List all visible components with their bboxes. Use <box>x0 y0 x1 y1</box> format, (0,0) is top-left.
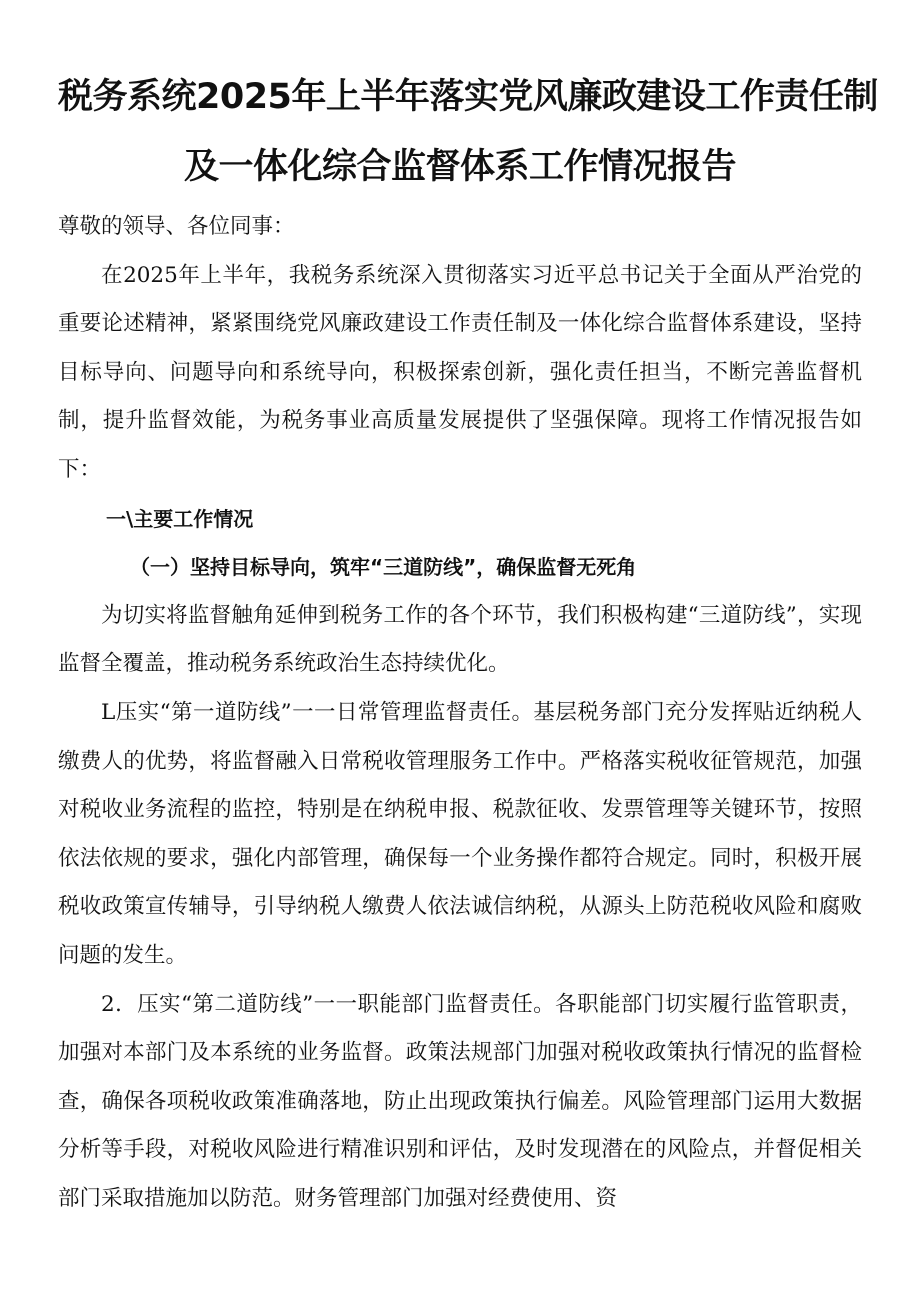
list-item-first-defense: L压实“第一道防线”一一日常管理监督责任。基层税务部门充分发挥贴近纳税人缴费人的优势，将监督融入日常税收管理服务工作中。严格落实税收征管规范，加强对税收业务流程的监控，特别是在纳税申报、税款征收、发票管理等关键环节，按照依法依规的要求，强化内部管理，确保每一个业务操作都符合规定。同时，积极开展税收政策宣传辅导，引导纳税人缴费人依法诚信纳税，从源头上防范税收风险和腐败问题的发生。 <box>58 699 862 968</box>
subsection-heading-1: （一）坚持目标导向，筑牢“三道防线”，确保监督无死角 <box>130 555 637 580</box>
title-line-1: 税务系统2025年上半年落实党风廉政建设工作责任制 <box>58 77 878 117</box>
title-line-2: 及一体化综合监督体系工作情况报告 <box>183 147 736 187</box>
section-heading-main-work: 一\主要工作情况 <box>106 506 254 531</box>
salutation: 尊敬的领导、各位同事： <box>58 214 295 239</box>
intro-paragraph: 在2025年上半年，我税务系统深入贯彻落实习近平总书记关于全面从严治党的重要论述精神，紧紧围绕党风廉政建设工作责任制及一体化综合监督体系建设，坚持目标导向、问题导向和系统导向，积极探索创新，强化责任担当，不断完善监督机制，提升监督效能，为税务事业高质量发展提供了坚强保障。现将工作情况报告如下： <box>58 262 862 482</box>
list-item-second-defense: 2．压实“第二道防线”一一职能部门监督责任。各职能部门切实履行监管职责，加强对本部门及本系统的业务监督。政策法规部门加强对税收政策执行情况的监督检查，确保各项税收政策准确落地，防止出现政策执行偏差。风险管理部门运用大数据分析等手段，对税收风险进行精准识别和评估，及时发现潜在的风险点，并督促相关部门采取措施加以防范。财务管理部门加强对经费使用、资 <box>58 991 862 1211</box>
document-title <box>58 62 878 202</box>
subsection-1-intro: 为切实将监督触角延伸到税务工作的各个环节，我们积极构建“三道防线”，实现监督全覆盖，推动税务系统政治生态持续优化。 <box>58 602 862 677</box>
